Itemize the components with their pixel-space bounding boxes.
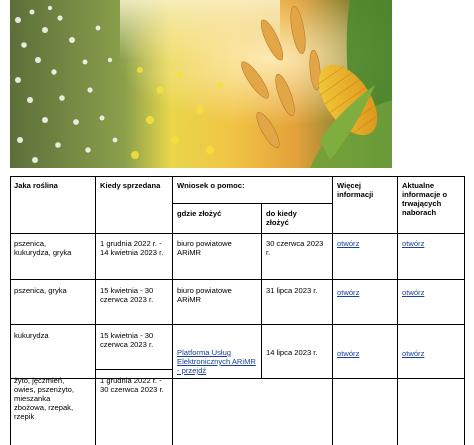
table-border-top — [10, 176, 465, 177]
row2-current-info-link[interactable]: otwórz — [402, 288, 425, 297]
row3-until: 14 lipca 2023 r. — [266, 348, 318, 357]
crops-illustration — [10, 0, 392, 168]
header-until: do kiedy złożyć — [266, 209, 297, 227]
platform-link[interactable]: Platforma Usług Elektronicznych ARiMR - przejdź — [177, 348, 256, 375]
table-rule-col2 — [172, 176, 173, 445]
row1-where: biuro powiatowe ARiMR — [177, 239, 232, 257]
table-rule-subheader — [172, 203, 332, 204]
table-rule-row1 — [10, 279, 465, 280]
row2-crop: pszenica, gryka — [14, 286, 67, 295]
crops-banner-image — [10, 0, 392, 168]
row2-where: biuro powiatowe ARiMR — [177, 286, 232, 304]
header-crop: Jaka roślina — [14, 181, 58, 190]
row2-more-info-link[interactable]: otwórz — [337, 288, 360, 297]
table-border-right — [464, 176, 465, 445]
row1-current-info-link[interactable]: otwórz — [402, 239, 425, 248]
row1-more-info-link[interactable]: otwórz — [337, 239, 360, 248]
header-where: gdzie złożyć — [177, 209, 222, 218]
row3-more-info-link[interactable]: otwórz — [337, 349, 360, 358]
aid-table — [10, 176, 465, 445]
row2-until: 31 lipca 2023 r. — [266, 286, 318, 295]
table-rule-col3 — [261, 203, 262, 378]
row2-when-sold: 15 kwietnia - 30 czerwca 2023 r. — [100, 286, 154, 304]
table-rule-col1 — [95, 176, 96, 445]
table-rule-row3-partial — [95, 369, 172, 370]
row3-crop-extra: żyto, jęczmień, owies, pszenżyto, mieszanka zbożowa, rzepak, rzepik — [14, 376, 74, 421]
table-rule-header — [10, 233, 465, 234]
row3-crop: kukurydza — [14, 331, 49, 340]
row1-crop: pszenica, kukurydza, gryka — [14, 239, 72, 257]
row1-until: 30 czerwca 2023 r. — [266, 239, 324, 257]
header-more-info: Więcej informacji — [337, 181, 374, 199]
row3-when-sold: 15 kwietnia - 30 czerwca 2023 r. — [100, 331, 154, 349]
table-rule-row2 — [10, 324, 465, 325]
header-when-sold: Kiedy sprzedana — [100, 181, 161, 190]
table-rule-col5 — [397, 176, 398, 445]
row1-when-sold: 1 grudnia 2022 r. - 14 kwietnia 2023 r. — [100, 239, 164, 257]
header-current-info: Aktualne informacje o trwających naborach — [402, 181, 448, 217]
table-rule-col4 — [332, 176, 333, 445]
table-border-left — [10, 176, 11, 445]
header-application: Wniosek o pomoc: — [177, 181, 245, 190]
row3-when-sold-extra: 1 grudnia 2022 r. - 30 czerwca 2023 r. — [100, 376, 164, 394]
row3-current-info-link[interactable]: otwórz — [402, 349, 425, 358]
